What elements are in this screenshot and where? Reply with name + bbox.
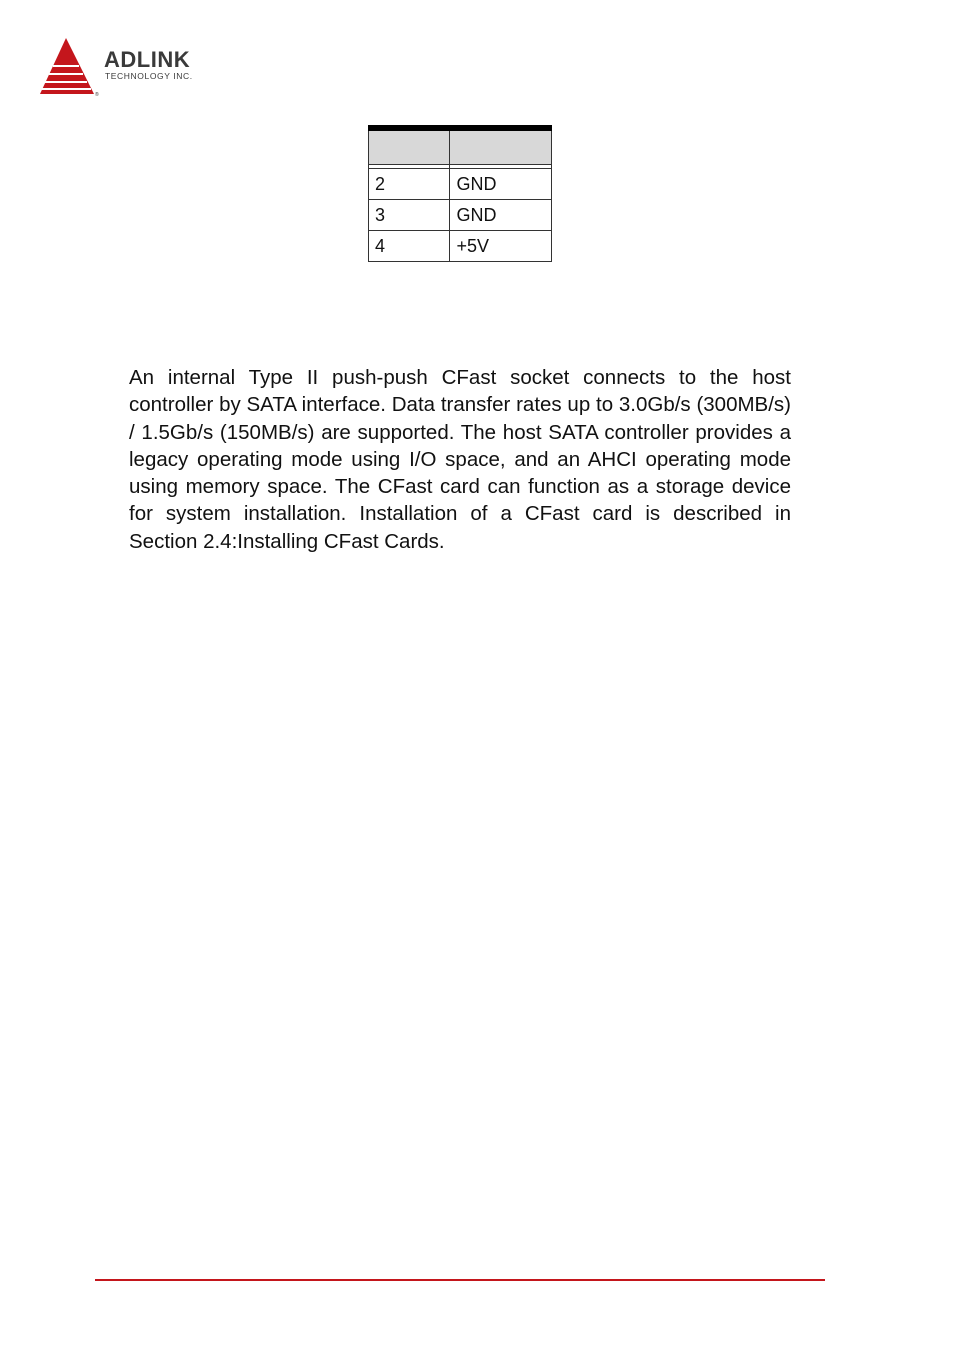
pin-number: 4: [369, 230, 450, 261]
pin-number: 2: [369, 168, 450, 199]
pin-definition-table: [368, 125, 552, 262]
table-row: [369, 168, 552, 199]
pin-number: 3: [369, 199, 450, 230]
table-row: [369, 230, 552, 261]
column-header-signal: [450, 128, 552, 164]
brand-name: ADLINK: [104, 47, 191, 72]
signal-name: GND: [450, 199, 552, 230]
cfast-description-paragraph: An internal Type II push-push CFast socket connects to the host controller by SATA interface. Data transfer rates up to 3.0Gb/s (300MB/s) / 1.5Gb/s (150MB/s) are supported. The host SATA controller provides a legacy operating mode using I/O space, and an AHCI operating mode using memory space. The CFast card can function as a storage device for system installation. Installation of a CFast card is described in Section 2.4:Installing CFast Cards.: [129, 366, 791, 553]
signal-name: GND: [450, 168, 552, 199]
footer-rule: [95, 1279, 825, 1281]
signal-name: +5V: [450, 230, 552, 261]
column-header-pin: [369, 128, 450, 164]
table-row: [369, 199, 552, 230]
svg-text:®: ®: [95, 92, 99, 98]
adlink-logo: [38, 36, 238, 100]
adlink-triangle-icon: [38, 36, 102, 98]
brand-tagline: TECHNOLOGY INC.: [105, 71, 193, 81]
table-header-row: [369, 128, 552, 164]
